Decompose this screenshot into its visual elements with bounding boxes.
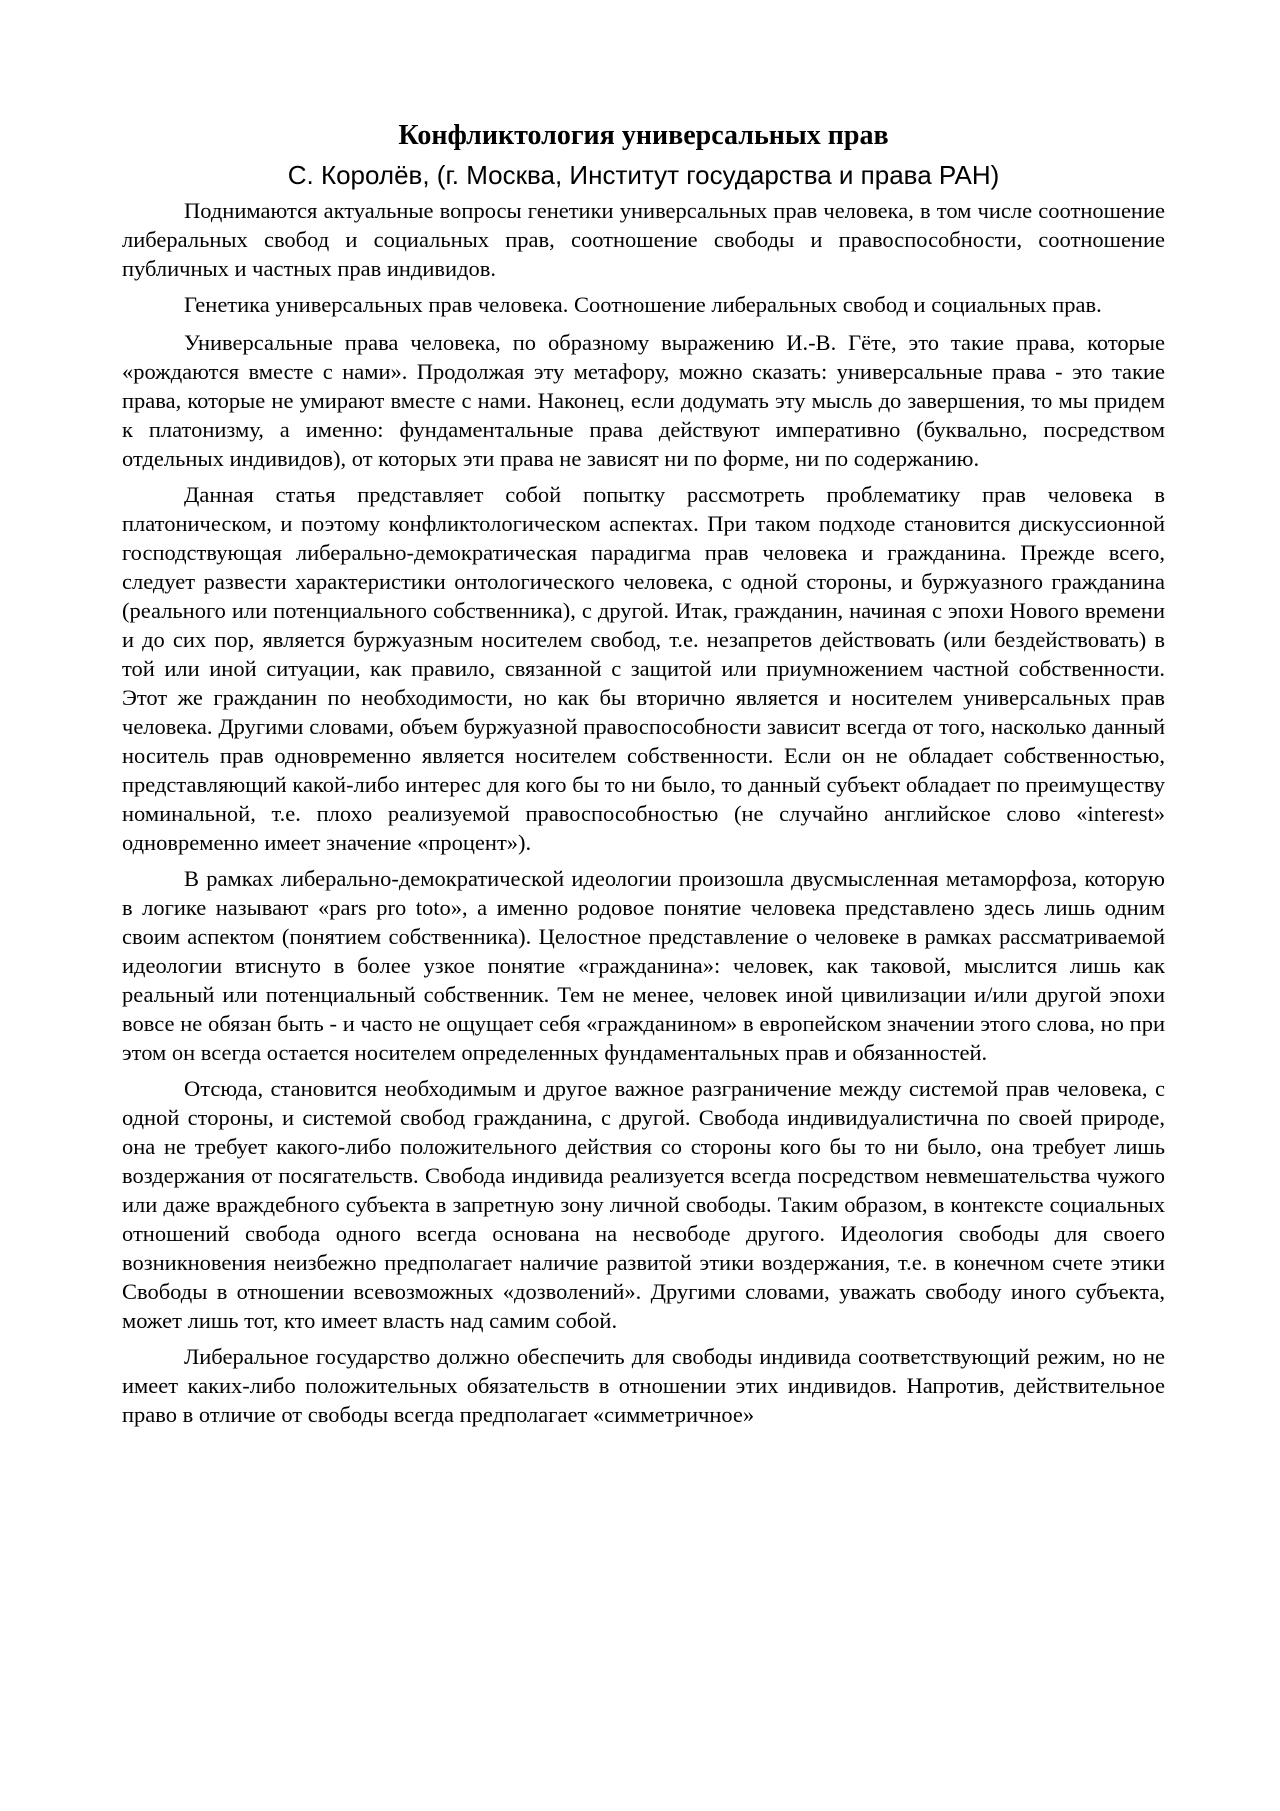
paragraph-body: Либеральное государство должно обеспечить для свободы индивида соответствующий режим, но не имеет каких-либо положительных обязательств в отношении этих индивидов. Напротив, действительное право в отличие от свободы всегда предполагает «симметричное» — [122, 1344, 1165, 1427]
paragraph-body: Отсюда, становится необходимым и другое важное разграничение между системой прав человека, с одной стороны, и системой свобод гражданина, с другой. Свобода индивидуалистична по своей природе, она не требует какого-либо положительного действия со стороны кого бы то ни было, она требует лишь воздержания от посягательств. Свобода индивида реализуется всегда посредством невмешательства чужого или даже враждебного субъекта в запретную зону личной свободы. Таким образом, в контексте социальных отношений свобода одного всегда основана на несвободе другого. Идеология свободы для своего возникновения неизбежно предполагает наличие развитой этики воздержания, т.е. в конечном счете этики Свободы в отношении всевозможных «дозволений». Другими словами, уважать свободу иного субъекта, может лишь тот, кто имеет власть над самим собой. — [122, 1076, 1165, 1333]
paragraph-body: Данная статья представляет собой попытку рассмотреть проблематику прав человека в платоническом, и поэтому конфликтологическом аспектах. При таком подходе становится дискуссионной господствующая либерально-демократическая парадигма прав человека и гражданина. Прежде всего, следует развести характеристики онтологического человека, с одной стороны, и буржуазного гражданина (реального или потенциального собственника), с другой. Итак, гражданин, начиная с эпохи Нового времени и до сих пор, является буржуазным носителем свобод, т.е. незапретов действовать (или бездействовать) в той или иной ситуации, как правило, связанной с защитой или приумножением частной собственности. Этот же гражданин по необходимости, но как бы вторично является и носителем универсальных прав человека. Другими словами, объем буржуазной правоспособности зависит всегда от того, насколько данный носитель прав одновременно является носителем собственности. Если он не обладает собственностью, представляющий какой-либо интерес для кого бы то ни было, то данный субъект обладает по преимуществу номинальной, т.е. плохо реализуемой правоспособностью (не случайно английское слово «interest» одновременно имеет значение «процент»). — [122, 482, 1165, 855]
document-title: Конфликтология универсальных прав — [398, 120, 889, 151]
paragraph-body: В рамках либерально-демократической идеологии произошла двусмысленная метаморфоза, которую в логике называют «pars pro toto», а именно родовое понятие человека представлено здесь лишь одним своим аспектом (понятием собственника). Целостное представление о человеке в рамках рассматриваемой идеологии втиснуто в более узкое понятие «гражданина»: человек, как таковой, мыслится лишь как реальный или потенциальный собственник. Тем не менее, человек иной цивилизации и/или другой эпохи вовсе не обязан быть - и часто не ощущает себя «гражданином» в европейском значении этого слова, но при этом он всегда остается носителем определенных фундаментальных прав и обязанностей. — [122, 866, 1165, 1065]
paragraph-body: Универсальные права человека, по образному выражению И.-В. Гёте, это такие права, которые «рождаются вместе с нами». Продолжая эту метафору, можно сказать: универсальные права - это такие права, которые не умирают вместе с нами. Наконец, если додумать эту мысль до завершения, то мы придем к платонизму, а именно: фундаментальные права действуют императивно (буквально, посредством отдельных индивидов), от которых эти права не зависят ни по форме, ни по содержанию. — [122, 330, 1165, 471]
paragraph-abstract: Поднимаются актуальные вопросы генетики универсальных прав человека, в том числе соотношение либеральных свобод и социальных прав, соотношение свободы и правоспособности, соотношение публичных и частных прав индивидов. — [122, 198, 1165, 281]
document-page — [122, 118, 1165, 1436]
paragraph-subtitle: Генетика универсальных прав человека. Соотношение либеральных свобод и социальных прав. — [184, 292, 1102, 317]
document-author: С. Королёв, (г. Москва, Институт государства и права РАН) — [287, 160, 1000, 190]
